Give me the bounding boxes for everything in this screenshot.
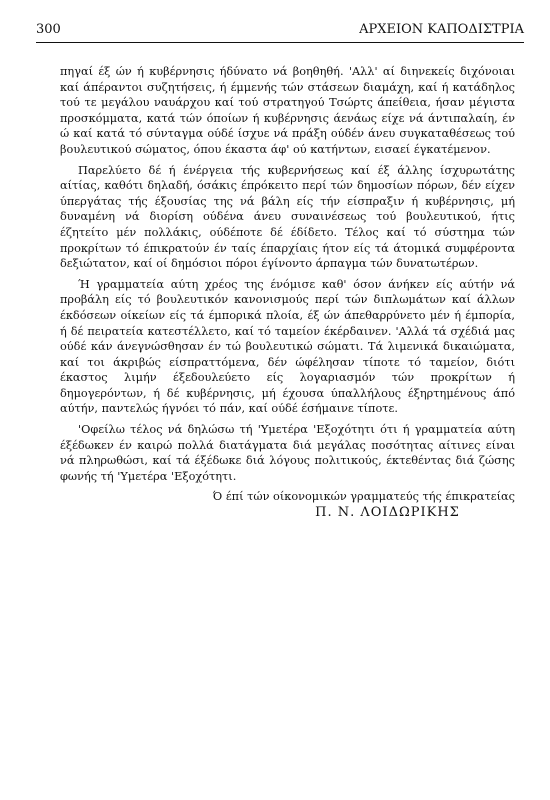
paragraph: πηγαί έξ ών ή κυβέρνησις ήδύνατο νά βοηθηθή. 'Αλλ' αί διηνεκείς διχόνοιαι καί άπέραντοι συζητήσεις, ή έμμενής τών στάσεων διαμάχη, καί ή κατάδηλος τού τε μεγάλου ναυάρχου καί τού στρατηγού Τσώρτς άπείθεια, ήσαν μέγιστα προσκόμματα, κατά τών όποίων ή κυβέρνησις άενάως είχε νά άντιπαλαίη, έν ώ καί κατά τό σύνταγμα ούδέ ίσχυε νά πράξη ούδέν άνευ συγκαταθέσεως τού βουλευτικού σώματος, όπου έκαστα άφ' ού κατήντων, εισαεί έγκατέμενον. <box>60 65 515 156</box>
paragraph: Παρελύετο δέ ή ένέργεια τής κυβερνήσεως καί έξ άλλης ίσχυρωτάτης αίτίας, καθότι δηλαδή, όσάκις έπρόκειτο περί τών δημοσίων πόρων, δέν είχεν ύπεργάτας τής έξουσίας της νά βάλη είς τήν είσπραξιν ή κυβέρνησις, μή δυναμένη νά διορίση ούδένα άνευ συναινέσεως τού βουλευτικού, ήτις έζητείτο μέν πολλάκις, ούδέποτε δέ έδίδετο. Τέλος καί τό σύστημα τών προκρίτων τό έπικρατούν έν ταίς έπαρχίαις ήτον είς τά άτομικά συμφέροντα δεξιώτατον, καί οί δημόσιοι πόροι έγίνοντο άρπαγμα τών δυνατωτέρων. <box>60 163 515 271</box>
header-rule <box>36 42 524 43</box>
signatory-name: Π. Ν. ΛΟΙΔΩΡΙΚΗΣ <box>315 505 460 521</box>
page-header <box>36 22 524 38</box>
body-text <box>60 64 515 521</box>
paragraph: Ή γραμματεία αύτη χρέος της ένόμισε καθ' όσον άνήκεν είς αύτήν νά προβάλη είς τό βουλευτικόν κανονισμούς περί τών διπλωμάτων καί άλλων έκδόσεων οίκείων είς τά έμπορικά πλοία, έξ ών άπεθαρρύνετο μέν ή έμπορία, ή δέ πειρατεία κατεστέλλετο, καί τό ταμείον έκέρδαινεν. 'Αλλά τά σχέδιά μας ούδέ κάν άνεγνώσθησαν έν τώ βουλευτικώ σώματι. Τά λιμενικά δικαιώματα, καί τοι άκριβώς είσπραττόμενα, δέν ώφέλησαν τίποτε τό ταμείον, διότι έκαστος λιμήν έξεδουλεύετο είς λογαριασμόν τών προκρίτων ή δημογερόντων, ή δέ κυβέρνησις, μή έχουσα ύπαλλήλους έξηρτημένους άπό αύτήν, παντελώς ήγνόει τό πάν, καί ούδέ έσήμαινε τίποτε. <box>60 277 515 416</box>
signature-block <box>60 489 515 521</box>
page-number: 300 <box>36 22 61 37</box>
running-title: ΑΡΧΕΙΟΝ ΚΑΠΟΔΙΣΤΡΙΑ <box>359 22 524 37</box>
signatory-title: Ό έπί τών οίκονομικών γραμματεύς τής έπικρατείας <box>212 490 515 504</box>
paragraph: 'Οφείλω τέλος νά δηλώσω τή 'Υμετέρα 'Εξοχότητι ότι ή γραμματεία αύτη έξέδωκεν έν καιρώ πολλά διατάγματα διά μεγάλας ποσότητας αίτινες είναι νά πληρωθώσι, καί τά έξέδωκε διά λόγους πολιτικούς, έκτεθέντας διά ζώσης φωνής τή 'Υμετέρα 'Εξοχότητι. <box>60 423 515 483</box>
